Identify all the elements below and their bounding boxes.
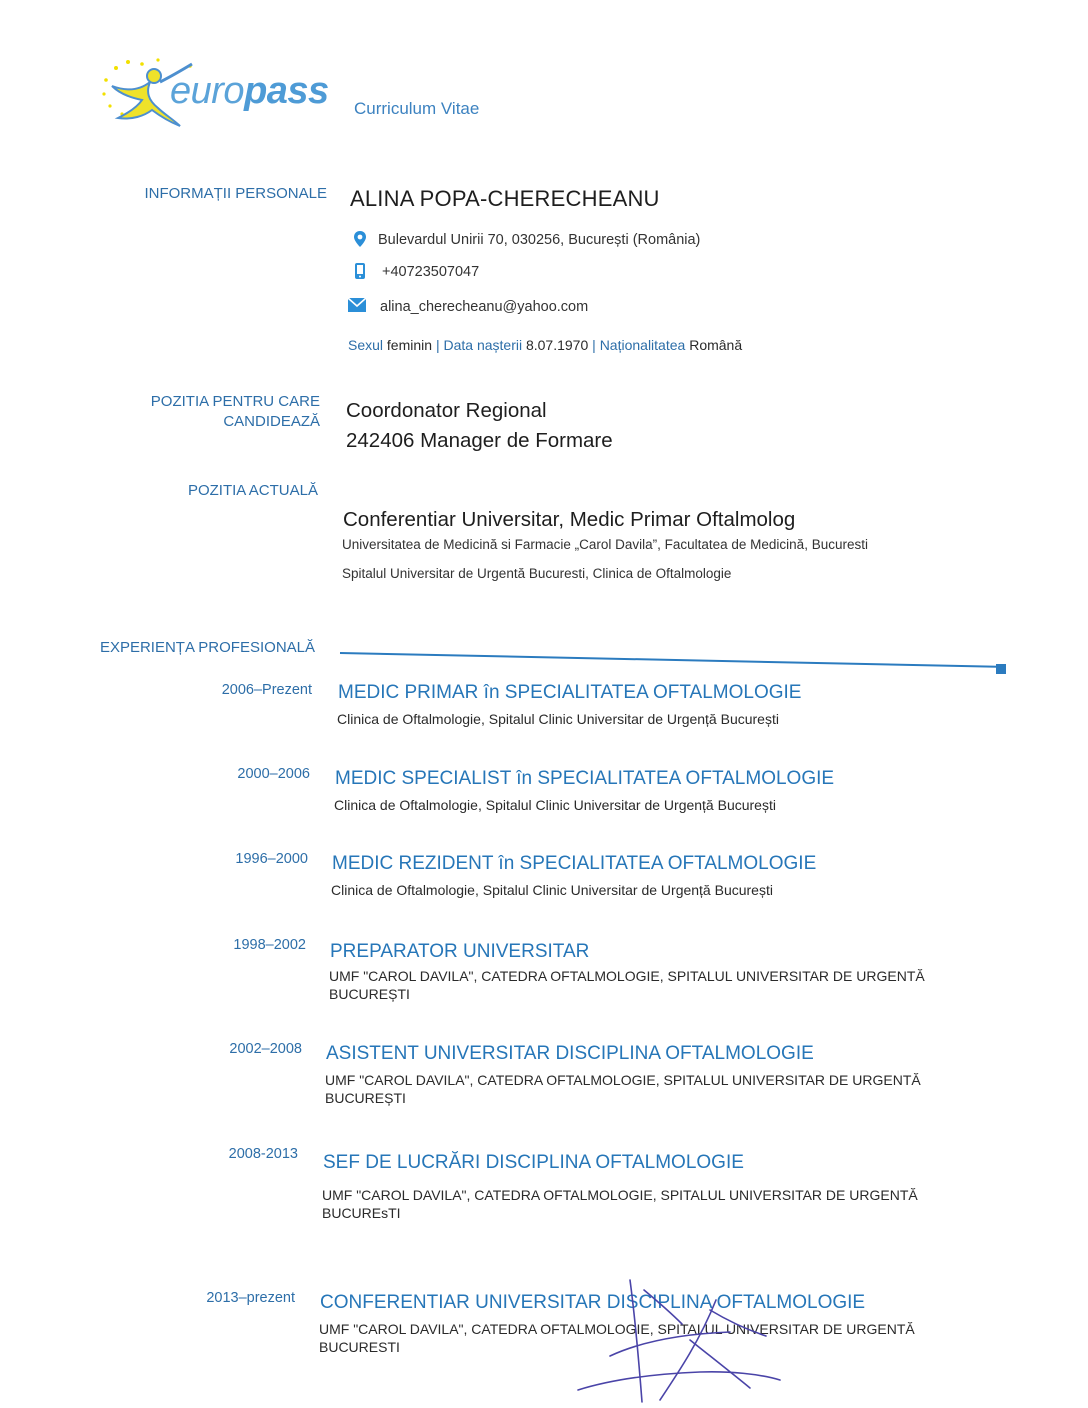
- europass-logo: [98, 56, 348, 132]
- personal-meta-line: Sexul feminin | Data nașterii 8.07.1970 | Naționalitatea Română: [348, 337, 743, 353]
- envelope-icon: [348, 298, 366, 312]
- job-date: 2013–prezent: [206, 1290, 295, 1306]
- job-title: SEF DE LUCRĂRI DISCIPLINA OFTALMOLOGIE: [323, 1152, 744, 1173]
- nationality-label: Naționalitatea: [599, 337, 686, 353]
- position-applied: [346, 396, 613, 456]
- job-date: 1998–2002: [233, 937, 306, 953]
- position-label-line-1: POZITIA PENTRU CARE: [150, 393, 320, 410]
- current-position-section-label: POZITIA ACTUALĂ: [187, 482, 318, 499]
- address-text: Bulevardul Unirii 70, 030256, București (România): [378, 232, 701, 248]
- job-organization: Clinica de Oftalmologie, Spitalul Clinic Universitar de Urgență București: [337, 711, 779, 727]
- section-divider: [340, 652, 1004, 668]
- job-title: PREPARATOR UNIVERSITAR: [330, 941, 590, 962]
- phone-text: +40723507047: [382, 264, 480, 280]
- job-date: 1996–2000: [235, 851, 308, 867]
- job-title: MEDIC PRIMAR în SPECIALITATEA OFTALMOLOGIE: [338, 682, 802, 703]
- job-date: 2006–Prezent: [221, 682, 312, 698]
- section-divider-marker: [996, 664, 1006, 674]
- job-organization: UMF "CAROL DAVILA", CATEDRA OFTALMOLOGIE, SPITALUL UNIVERSITAR DE URGENTĂ BUCUREȘTI: [325, 1072, 921, 1106]
- nationality-value: Română: [689, 337, 743, 353]
- current-position-org-1: Universitatea de Medicină si Farmacie „Carol Davila”, Facultatea de Medicină, Bucuresti: [342, 537, 868, 552]
- job-title: ASISTENT UNIVERSITAR DISCIPLINA OFTALMOLOGIE: [326, 1043, 814, 1064]
- job-organization: UMF "CAROL DAVILA", CATEDRA OFTALMOLOGIE, SPITALUL UNIVERSITAR DE URGENTĂ BUCUREsTI: [322, 1187, 918, 1221]
- handwritten-signature: [560, 1270, 800, 1408]
- mobile-phone-icon: [352, 262, 368, 280]
- job-date: 2008-2013: [228, 1146, 298, 1162]
- email-text: alina_cherecheanu@yahoo.com: [380, 299, 589, 315]
- job-title: MEDIC REZIDENT în SPECIALITATEA OFTALMOLOGIE: [332, 853, 817, 874]
- experience-section-label: EXPERIENȚA PROFESIONALĂ: [99, 639, 315, 656]
- sex-label: Sexul: [348, 337, 384, 353]
- sex-value: feminin: [386, 337, 433, 353]
- current-position-title: Conferentiar Universitar, Medic Primar Oftalmolog: [343, 508, 796, 531]
- candidate-name: ALINA POPA-CHERECHEANU: [350, 186, 660, 211]
- job-organization: UMF "CAROL DAVILA", CATEDRA OFTALMOLOGIE, SPITALUL UNIVERSITAR DE URGENTĂ BUCUREȘTI: [329, 968, 925, 1002]
- birth-date-label: Data nașterii: [443, 337, 523, 353]
- job-title: MEDIC SPECIALIST în SPECIALITATEA OFTALMOLOGIE: [335, 768, 835, 789]
- birth-date-value: 8.07.1970: [525, 337, 589, 353]
- europass-wordmark: europass: [170, 70, 329, 112]
- job-organization: Clinica de Oftalmologie, Spitalul Clinic Universitar de Urgență București: [334, 797, 776, 813]
- document-type-label: Curriculum Vitae: [354, 99, 480, 118]
- map-pin-icon: [352, 230, 368, 248]
- job-date: 2000–2006: [237, 766, 310, 782]
- job-organization: UMF "CAROL DAVILA", CATEDRA OFTALMOLOGIE, SPITALUL UNIVERSITAR DE URGENTĂ BUCURESTI: [319, 1321, 915, 1355]
- position-label-line-2: CANDIDEAZĂ: [223, 413, 320, 430]
- job-title: CONFERENTIAR UNIVERSITAR DISCIPLINA OFTALMOLOGIE: [320, 1292, 866, 1313]
- position-section-label: [120, 392, 320, 432]
- job-organization: Clinica de Oftalmologie, Spitalul Clinic Universitar de Urgență București: [331, 882, 773, 898]
- current-position-org-2: Spitalul Universitar de Urgentă Bucuresti, Clinica de Oftalmologie: [342, 566, 732, 581]
- job-date: 2002–2008: [229, 1041, 302, 1057]
- personal-info-section-label: INFORMAȚII PERSONALE: [144, 185, 327, 202]
- position-line-2: 242406 Manager de Formare: [346, 429, 613, 452]
- position-line-1: Coordonator Regional: [346, 399, 547, 422]
